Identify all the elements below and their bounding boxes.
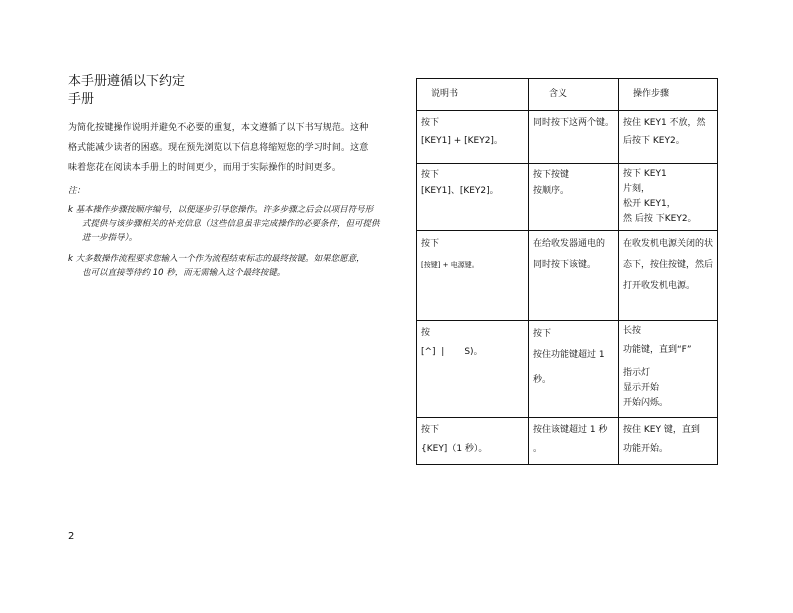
- table-row: [417, 164, 718, 231]
- note-line: k 大多数操作流程要求您输入一个作为流程结束标志的最终按键。如果您愿意，: [68, 254, 365, 264]
- page-subtitle: 手册: [68, 92, 95, 107]
- cell-steps: 长按 功能键，直到“F” 指示灯 显示开始 开始闪烁。: [619, 321, 718, 418]
- note-line: 进一步指导）。: [82, 233, 138, 243]
- cell-steps: 按住 KEY1 不放，然 后按下 KEY2。: [619, 111, 718, 164]
- intro-paragraph: [68, 118, 390, 178]
- header-manual: 说明书: [417, 79, 529, 111]
- note-line: 式提供与该步骤相关的补充信息（这些信息虽非完成操作的必要条件，但可提供: [82, 219, 380, 229]
- cell-manual: 按下 {KEY]（1 秒）。: [417, 418, 529, 465]
- notes-title: 注：: [68, 186, 86, 196]
- page-title: 本手册遵循以下约定: [68, 74, 186, 89]
- note-line: k 基本操作步骤按顺序编号，以便逐步引导您操作。许多步骤之后会以项目符号形: [68, 205, 374, 215]
- cell-manual: 按下 [按键] + 电源键。: [417, 231, 529, 321]
- note-item: [68, 203, 398, 245]
- cell-meaning: 在给收发器通电的 同时按下该键。: [529, 231, 619, 321]
- intro-line: 为简化按键操作说明并避免不必要的重复，本文遵循了以下书写规范。这种: [68, 123, 369, 133]
- cell-steps: 按住 KEY 键，直到 功能开始。: [619, 418, 718, 465]
- cell-manual: 按下 [KEY1]、[KEY2]。: [417, 164, 529, 231]
- cell-manual: 按 [^] | S)。: [417, 321, 529, 418]
- cell-meaning: 同时按下这两个键。: [529, 111, 619, 164]
- note-item: [68, 252, 398, 280]
- header-meaning: 含义: [529, 79, 619, 111]
- cell-meaning: 按下按键 按顺序。: [529, 164, 619, 231]
- table-header-row: [417, 79, 718, 111]
- table-row: [417, 418, 718, 465]
- cell-meaning: 按下 按住功能键超过 1 秒。: [529, 321, 619, 418]
- table-row: [417, 321, 718, 418]
- page-number: 2: [68, 531, 75, 542]
- conventions-table: [416, 78, 718, 465]
- cell-steps: 在收发机电源关闭的状 态下，按住按键，然后 打开收发机电源。: [619, 231, 718, 321]
- table-row: [417, 111, 718, 164]
- note-line: 也可以直接等待约 10 秒，而无需输入这个最终按键。: [82, 268, 286, 278]
- cell-meaning: 按住该键超过 1 秒 。: [529, 418, 619, 465]
- header-steps: 操作步骤: [619, 79, 718, 111]
- cell-steps: 按下 KEY1 片刻， 松开 KEY1， 然 后按 下KEY2。: [619, 164, 718, 231]
- intro-line: 格式能减少读者的困惑。现在预先浏览以下信息将缩短您的学习时间。这意: [68, 143, 369, 153]
- table-row: [417, 231, 718, 321]
- intro-line: 味着您花在阅读本手册上的时间更少，而用于实际操作的时间更多。: [68, 163, 342, 173]
- cell-manual: 按下 [KEY1] + [KEY2]。: [417, 111, 529, 164]
